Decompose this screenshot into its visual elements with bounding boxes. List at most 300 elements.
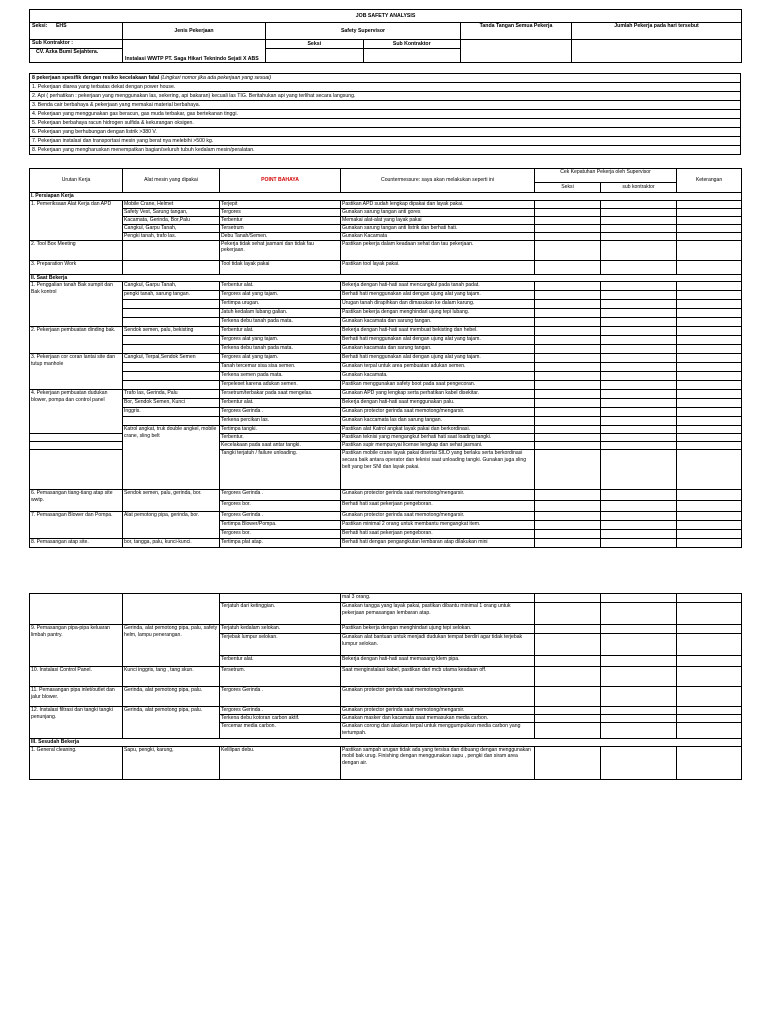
cek-sub-kontraktor-cell (601, 746, 677, 779)
point-bahaya-cell: Terbentur alat. (220, 327, 341, 336)
jsa-header-table (29, 9, 742, 63)
jenis-pekerjaan-value: Instalasi WWTP PT. Saga Hikari Teknindo Sejati X ABS (123, 40, 266, 63)
cek-sub-kontraktor-cell (601, 282, 677, 291)
cek-sub-kontraktor-cell (601, 260, 677, 274)
countermeasure-cell: Pastikan supir mempunyai license lengkap dan sehat jasmani. (341, 442, 535, 450)
keterangan-cell (677, 327, 742, 336)
header-cek-kepatuhan: Cek Kepatuhan Pekerja oleh Supervisor (535, 169, 677, 183)
cek-sub-kontraktor-cell (601, 426, 677, 434)
alat-cell (123, 417, 220, 426)
keterangan-cell (677, 450, 742, 490)
urutan-kerja-cell: 1. General cleaning. (30, 746, 123, 779)
keterangan-cell (677, 390, 742, 399)
urutan-kerja-cell: 11. Pemasangan pipa inlet/outlet dan jalur blower. (30, 687, 123, 707)
table-row (30, 594, 742, 603)
countermeasure-cell: Pastikan minimal 2 orang untuk membantu mengangkat item. (341, 521, 535, 530)
keterangan-cell (677, 232, 742, 240)
countermeasure-cell: Gunakan protector gerinda saat memotong/mengarsir. (341, 512, 535, 521)
point-bahaya-cell: Terjepit (220, 200, 341, 208)
cek-sub-kontraktor-cell (601, 232, 677, 240)
alat-cell (123, 345, 220, 354)
jenis-pekerjaan-label: Jenis Pekerjaan (123, 23, 266, 40)
point-bahaya-cell: Tergores alat yang tajam. (220, 336, 341, 345)
sub-kontraktor-label: Sub Kontraktor : (30, 40, 123, 49)
point-bahaya-cell: Terjatuh kedalam selokan. (220, 625, 341, 634)
point-bahaya-cell: Tergores bor. (220, 501, 341, 512)
cek-sub-kontraktor-cell (601, 408, 677, 417)
cek-sub-kontraktor-cell (601, 327, 677, 336)
keterangan-cell (677, 224, 742, 232)
alat-cell (123, 336, 220, 345)
point-bahaya-cell: Tertimpa plat atap. (220, 539, 341, 548)
cek-seksi-cell (535, 399, 601, 408)
keterangan-cell (677, 442, 742, 450)
cek-sub-kontraktor-cell (601, 594, 677, 603)
cek-sub-kontraktor-cell (601, 656, 677, 667)
header-keterangan: Keterangan (677, 169, 742, 193)
alat-cell: Cangkul, Terpal,Sendok Semen (123, 354, 220, 363)
table-row (30, 309, 742, 318)
countermeasure-cell: Gunakan sarung tangan anti listrik dan berhati hati. (341, 224, 535, 232)
cek-sub-kontraktor-cell (601, 240, 677, 260)
urutan-kerja-cell (30, 450, 123, 490)
countermeasure-cell: Bekerja dengan hati-hati saat memasang klem pipa. (341, 656, 535, 667)
table-row (30, 208, 742, 216)
table-row (30, 345, 742, 354)
table-row (30, 354, 742, 363)
cek-sub-kontraktor-cell (601, 291, 677, 300)
cek-seksi-cell (535, 318, 601, 327)
cek-seksi-cell (535, 224, 601, 232)
urutan-kerja-cell: 3. Preparation Work (30, 260, 123, 274)
cek-sub-kontraktor-cell (601, 318, 677, 327)
point-bahaya-cell: Terkena debu tanah pada mata. (220, 318, 341, 327)
point-bahaya-cell: Terbentur alat. (220, 656, 341, 667)
section-row (30, 739, 742, 747)
cek-sub-kontraktor-cell (601, 363, 677, 372)
jumlah-pekerja-label: Jumlah Pekerja pada hari tersebut (572, 23, 742, 40)
cek-seksi-cell (535, 200, 601, 208)
fatal-risk-item: 6. Pekerjaan yang berhubungan dengan listrik >380 V. (30, 128, 740, 137)
cek-sub-kontraktor-cell (601, 224, 677, 232)
cek-seksi-cell (535, 530, 601, 539)
alat-cell: Gerinda, alat pemotong pipa, palu. (123, 707, 220, 739)
table-row (30, 390, 742, 399)
countermeasure-cell: Saat menginstalasi kabel, pastikan dari mcb utama keadaan off. (341, 667, 535, 687)
alat-cell: Alat pemotong pipa, gerinda, bor. (123, 512, 220, 539)
countermeasure-cell: Gunakan masker dan kacamata saat memasukan media carbon. (341, 715, 535, 723)
keterangan-cell (677, 417, 742, 426)
cek-sub-kontraktor-cell (601, 707, 677, 715)
fatal-risk-list (29, 73, 741, 155)
point-bahaya-cell: Terkena semen pada mata. (220, 372, 341, 381)
alat-cell (123, 260, 220, 274)
point-bahaya-cell: Kecelakaan pada saat antar tangki. (220, 442, 341, 450)
supervisor-sub-columns (266, 40, 461, 49)
table-row (30, 200, 742, 208)
table-row (30, 667, 742, 687)
point-bahaya-cell: Tergores alat yang tajam. (220, 291, 341, 300)
keterangan-cell (677, 634, 742, 656)
keterangan-cell (677, 530, 742, 539)
countermeasure-cell: Pastikan tool layak pakai. (341, 260, 535, 274)
keterangan-cell (677, 363, 742, 372)
table-row (30, 216, 742, 224)
keterangan-cell (677, 707, 742, 715)
table-row (30, 327, 742, 336)
point-bahaya-cell: Tertimpa Blower/Pompa. (220, 521, 341, 530)
header-sub-kontraktor: sub kontraktor (601, 183, 677, 193)
cek-seksi-cell (535, 687, 601, 707)
sub-kontraktor-column-label: Sub Kontraktor (392, 41, 431, 47)
alat-cell: pengki tanah, sarung tangan. (123, 291, 220, 300)
fatal-risk-item: 5. Pekerjaan berbahaya racun hidrogen sulfida & kekurangan oksigen. (30, 119, 740, 128)
keterangan-cell (677, 521, 742, 530)
urutan-kerja-cell: 1. Penggalian tanah Bak sumpit dan Bak kontrol (30, 282, 123, 327)
keterangan-cell (677, 216, 742, 224)
countermeasure-cell: Gunakan protector gerinda saat memotong/mengarsir. (341, 687, 535, 707)
table-row (30, 240, 742, 260)
countermeasure-cell: Memakai alat-alat yang layak pakai (341, 216, 535, 224)
point-bahaya-cell: Tercemar media carbon. (220, 723, 341, 739)
keterangan-cell (677, 434, 742, 442)
alat-cell (123, 300, 220, 309)
countermeasure-cell: Berhati hati saat pekerjaan pengeboran. (341, 501, 535, 512)
cek-sub-kontraktor-cell (601, 390, 677, 399)
cek-seksi-cell (535, 656, 601, 667)
point-bahaya-cell (220, 594, 341, 603)
countermeasure-cell: Berhati hati menggunakan alat dengan ujung alat yang tajam. (341, 336, 535, 345)
countermeasure-cell: Gunakan terpal untuk area pembuatan adukan semen. (341, 363, 535, 372)
cek-sub-kontraktor-cell (601, 450, 677, 490)
alat-cell (123, 381, 220, 390)
cek-seksi-cell (535, 417, 601, 426)
table-row (30, 408, 742, 417)
point-bahaya-cell: Tool tidak layak pakai (220, 260, 341, 274)
table-row (30, 291, 742, 300)
keterangan-cell (677, 200, 742, 208)
countermeasure-cell: Pastikan teknisi yang mengangkut berhati hati saat loading tangki. (341, 434, 535, 442)
alat-cell: Inggris. (123, 408, 220, 417)
section-row (30, 274, 742, 282)
cek-seksi-cell (535, 282, 601, 291)
signature-box (461, 40, 572, 63)
keterangan-cell (677, 426, 742, 434)
point-bahaya-cell: Terbentur alat. (220, 282, 341, 291)
countermeasure-cell: Pastikan alat Katrol angkat layak pakai dan berkordinasi. (341, 426, 535, 434)
point-bahaya-cell: Terbentur. (220, 434, 341, 442)
cek-sub-kontraktor-cell (601, 417, 677, 426)
alat-cell: Pengki tanah, trafo las. (123, 232, 220, 240)
keterangan-cell (677, 381, 742, 390)
cek-sub-kontraktor-cell (601, 434, 677, 442)
cek-sub-kontraktor-cell (601, 512, 677, 521)
cek-sub-kontraktor-cell (601, 521, 677, 530)
cek-seksi-cell (535, 216, 601, 224)
cek-sub-kontraktor-cell (601, 667, 677, 687)
cek-seksi-cell (535, 300, 601, 309)
keterangan-cell (677, 208, 742, 216)
supervisor-sign-boxes (266, 49, 461, 63)
cek-sub-kontraktor-cell (601, 216, 677, 224)
alat-cell (123, 240, 220, 260)
alat-cell: Cangkul, Garpu Tanah, (123, 224, 220, 232)
keterangan-cell (677, 240, 742, 260)
cek-seksi-cell (535, 381, 601, 390)
fatal-risk-item: 1. Pekerjaan diarea yang terbatas dekat dengan power house. (30, 83, 740, 92)
seksi-cell: Seksi: EHS (30, 23, 123, 40)
table-row (30, 336, 742, 345)
countermeasure-cell: Gunakan protector gerinda saat memotong/mengarsir. (341, 408, 535, 417)
keterangan-cell (677, 354, 742, 363)
countermeasure-cell: Bekerja dengan hati-hati saat mencangkul pada tanah padat. (341, 282, 535, 291)
point-bahaya-cell: Tertimpa tangki. (220, 426, 341, 434)
table-row (30, 260, 742, 274)
cek-sub-kontraktor-cell (601, 530, 677, 539)
fatal-risk-item: 4. Pekerjaan yang menggunakan gas beracun, gas muda terbakar, gas bertekanan tinggi. (30, 110, 740, 119)
seksi-column-label: Seksi (266, 40, 364, 48)
point-bahaya-cell: Tergores Gerinda . (220, 408, 341, 417)
keterangan-cell (677, 594, 742, 603)
point-bahaya-cell: Tergores Gerinda . (220, 490, 341, 501)
alat-cell (123, 318, 220, 327)
keterangan-cell (677, 723, 742, 739)
keterangan-cell (677, 667, 742, 687)
cek-sub-kontraktor-cell (601, 687, 677, 707)
table-row (30, 282, 742, 291)
cek-sub-kontraktor-cell (601, 336, 677, 345)
section-label: III. Sesudah Bekerja (30, 739, 742, 747)
countermeasure-cell: Pastikan menggunakan safety boot pada saat pengecoran. (341, 381, 535, 390)
cek-seksi-cell (535, 594, 601, 603)
alat-cell: Sendok semen, palu, bekisting (123, 327, 220, 336)
point-bahaya-cell: Terkena debu tanah pada mata. (220, 345, 341, 354)
alat-cell: Gerinda, alat pemotong pipa, palu, safety helm, lampu penerangan. (123, 625, 220, 667)
cek-seksi-cell (535, 634, 601, 656)
countermeasure-cell: Gunakan protector gerinda saat memotong/mengarsir. (341, 707, 535, 715)
cek-seksi-cell (535, 240, 601, 260)
table-row (30, 300, 742, 309)
countermeasure-cell: mal 3 orang. (341, 594, 535, 603)
keterangan-cell (677, 282, 742, 291)
keterangan-cell (677, 656, 742, 667)
keterangan-cell (677, 408, 742, 417)
header-point-bahaya: POINT BAHAYA (220, 169, 341, 193)
keterangan-cell (677, 336, 742, 345)
point-bahaya-cell: Terpeleset karena adukan semen. (220, 381, 341, 390)
cek-sub-kontraktor-cell (601, 490, 677, 501)
keterangan-cell (677, 309, 742, 318)
cek-seksi-cell (535, 501, 601, 512)
table-row (30, 746, 742, 779)
point-bahaya-cell: Terjatuh dari ketinggian. (220, 603, 341, 625)
countermeasure-cell: Berhati hati menggunakan alat dengan ujung alat yang tajam. (341, 354, 535, 363)
cek-sub-kontraktor-cell (601, 715, 677, 723)
countermeasure-cell: Gunakan Kacamata (341, 232, 535, 240)
urutan-kerja-cell: 8. Pemasangan atap site. (30, 539, 123, 548)
keterangan-cell (677, 715, 742, 723)
keterangan-cell (677, 345, 742, 354)
keterangan-cell (677, 300, 742, 309)
cek-seksi-cell (535, 291, 601, 300)
keterangan-cell (677, 687, 742, 707)
countermeasure-cell: Gunakan corong dan alaskan terpal untuk menggumpulkan media carbon yang tertumpah. (341, 723, 535, 739)
alat-cell: bor, tangga, palu, kunci-kunci. (123, 539, 220, 548)
table-row (30, 318, 742, 327)
point-bahaya-cell: Tergores alat yang tajam. (220, 354, 341, 363)
countermeasure-cell: Gunakan alat bantuan untuk menjadi dudukan tempat berdiri agar tidak terjebak lumpur selokan. (341, 634, 535, 656)
urutan-kerja-cell: 10. Instalasi Control Panel. (30, 667, 123, 687)
section-label: II. Saat Bekerja (30, 274, 742, 282)
countermeasure-cell: Gunakan kacamata dan sarung tangan. (341, 318, 535, 327)
countermeasure-cell: Urugan tanah dirapihkan dan dimasukan ke dalam karung. (341, 300, 535, 309)
cek-seksi-cell (535, 309, 601, 318)
cek-sub-kontraktor-cell (601, 625, 677, 634)
point-bahaya-cell: Tertimpa urugan. (220, 300, 341, 309)
header-urutan-kerja: Urutan Kerja (30, 169, 123, 193)
cek-seksi-cell (535, 363, 601, 372)
countermeasure-cell: Gunakan tangga yang layak pakai, pastikan dibantu minimal 1 orang untuk pekerjaan pemasangan lembaran atap. (341, 603, 535, 625)
urutan-kerja-cell: 1. Pemeriksaan Alat Kerja dan APD (30, 200, 123, 240)
keterangan-cell (677, 399, 742, 408)
urutan-kerja-cell: 4. Pekerjaan pembuatan dudukan blower, pompa dan control panel (30, 390, 123, 434)
cek-sub-kontraktor-cell (601, 399, 677, 408)
countermeasure-cell: Bekerja dengan hati-hati saat menggunakan palu. (341, 399, 535, 408)
point-bahaya-cell: Tergores Gerinda . (220, 512, 341, 521)
cek-seksi-cell (535, 390, 601, 399)
urutan-kerja-cell: 6. Pemasangan tiang-tiang atap site wwtp. (30, 490, 123, 512)
section-row (30, 193, 742, 201)
table-row (30, 426, 742, 434)
table-row (30, 490, 742, 501)
header-alat: Alat mesin yang dipakai (123, 169, 220, 193)
fatal-risk-item: 7. Pekerjaan instalasi dan transportasi mesin yang berat nya melebihi >500 kg. (30, 137, 740, 146)
cek-seksi-cell (535, 715, 601, 723)
countermeasure-cell: Berhati hati dengan pengangkutan lembaran atap dilakukan mini (341, 539, 535, 548)
cek-seksi-cell (535, 490, 601, 501)
keterangan-cell (677, 512, 742, 521)
countermeasure-cell: Gunakan kaccamata las dan sarung tangan. (341, 417, 535, 426)
keterangan-cell (677, 746, 742, 779)
cek-seksi-cell (535, 723, 601, 739)
urutan-kerja-cell: 2. Pekerjaan pembuatan dinding bak. (30, 327, 123, 354)
point-bahaya-cell: Terkena debu kotoran carbon aktif. (220, 715, 341, 723)
keterangan-cell (677, 501, 742, 512)
point-bahaya-cell: Tanah tercemar sisa sisa semen. (220, 363, 341, 372)
keterangan-cell (677, 490, 742, 501)
countermeasure-cell: Berhati hati menggunakan alat dengan ujung alat yang tajam. (341, 291, 535, 300)
point-bahaya-cell: Jatuh kedalam lubang galian. (220, 309, 341, 318)
alat-cell: Kunci inggris, tang , tang skun. (123, 667, 220, 687)
fatal-risk-item: 3. Benda cair berbahaya & pekerjaan yang memakai material berbahaya. (30, 101, 740, 110)
cek-sub-kontraktor-cell (601, 603, 677, 625)
countermeasure-cell: Gunakan kacamata. (341, 372, 535, 381)
countermeasure-cell: Pastikan APD sudah lengkap dipakai dan layak pakai. (341, 200, 535, 208)
urutan-kerja-cell: 3. Pekerjaan cor coran lantai site dan tutup manhole (30, 354, 123, 390)
table-row (30, 372, 742, 381)
table-row (30, 625, 742, 634)
point-bahaya-cell: Pekerja tidak sehat jasmani dan tidak fau pekerjaan. (220, 240, 341, 260)
cek-seksi-cell (535, 521, 601, 530)
fatal-risk-item: 2. Api ( perhatikan : pekerjaan yang menggunakan las, sekering, api bakaran) kecuali las TIG. Beritahukan api yang terlihat secara langsung. (30, 92, 740, 101)
section-label: I. Persiapan Kerja (30, 193, 742, 201)
cek-seksi-cell (535, 667, 601, 687)
table-row (30, 363, 742, 372)
cek-seksi-cell (535, 372, 601, 381)
cek-sub-kontraktor-cell (601, 309, 677, 318)
alat-cell: Cangkul, Garpu Tanah, (123, 282, 220, 291)
cek-sub-kontraktor-cell (601, 345, 677, 354)
cek-seksi-cell (535, 707, 601, 715)
cek-seksi-cell (535, 512, 601, 521)
urutan-kerja-cell: 9. Pemasangan pipa-pipa keluaran limbah pantry. (30, 625, 123, 667)
cek-seksi-cell (535, 345, 601, 354)
urutan-kerja-cell: 7. Pemasangan Blower dan Pompa. (30, 512, 123, 539)
keterangan-cell (677, 539, 742, 548)
point-bahaya-cell: Tangki terjatuh / failure unloading. (220, 450, 341, 490)
cek-sub-kontraktor-cell (601, 539, 677, 548)
point-bahaya-cell: Tersetrum (220, 224, 341, 232)
cek-seksi-cell (535, 426, 601, 434)
countermeasure-cell: Pastikan mobile crane layak pakai disertai SILO yang berlaku serta berkordinasi secara baik antara operator dan teknisi saat unloading tangki. Gunakan juga sling belt yang ber SNI dan layak pakai. (341, 450, 535, 490)
header-seksi: Seksi (535, 183, 601, 193)
alat-cell (123, 372, 220, 381)
fatal-risk-item: 8. Pekerjaan yang mengharuskan menempatkan bagian/seluruh tubuh kedalam mesin/peralatan. (32, 147, 255, 153)
urutan-kerja-cell: 12. Instalasi filtrasi dan tangki tangki penunjang. (30, 707, 123, 739)
cek-sub-kontraktor-cell (601, 372, 677, 381)
alat-cell: Sendok semen, palu, gerinda, bor. (123, 490, 220, 512)
countermeasure-cell: Pastikan pekerja dalam keadaan sehat dan tau pekerjaan. (341, 240, 535, 260)
point-bahaya-cell: Terbentur alat. (220, 399, 341, 408)
cek-seksi-cell (535, 354, 601, 363)
keterangan-cell (677, 372, 742, 381)
cek-sub-kontraktor-cell (601, 300, 677, 309)
header-countermeasure: Countermessure: saya akan melakukan seperti ini (341, 169, 535, 193)
keterangan-cell (677, 603, 742, 625)
cek-seksi-cell (535, 327, 601, 336)
point-bahaya-cell: Tersetrum/terbakar pada saat mengelas. (220, 390, 341, 399)
fatal-risk-title: 8 pekerjaan spesifik dengan resiko kecelakaan fatal (Lingkari nomor jika ada pekerjaan yang sesuai) (30, 74, 740, 83)
cek-seksi-cell (535, 450, 601, 490)
jsa-main-table (29, 168, 742, 548)
point-bahaya-cell: Tergores Gerinda . (220, 707, 341, 715)
countermeasure-cell: Berhati hati saat pekerjaan pengeboran. (341, 530, 535, 539)
countermeasure-cell: Pastikan bekerja dengan menghindari ujung tepi lubang. (341, 309, 535, 318)
point-bahaya-cell: Tersetrum. (220, 667, 341, 687)
countermeasure-cell: Gunakan APD yang lengkap serta perhatikan kabel disekitar. (341, 390, 535, 399)
alat-cell: Bor, Sendok Semen, Kunci (123, 399, 220, 408)
alat-cell: Mobile Crane, Helmet (123, 200, 220, 208)
alat-cell (123, 594, 220, 625)
cek-sub-kontraktor-cell (601, 442, 677, 450)
cek-seksi-cell (535, 408, 601, 417)
cek-sub-kontraktor-cell (601, 200, 677, 208)
point-bahaya-cell: Kelilipan debu. (220, 746, 341, 779)
cek-seksi-cell (535, 603, 601, 625)
alat-cell: Katrol angkat, truk double angkel, mobile crane, sling belt (123, 426, 220, 490)
cek-sub-kontraktor-cell (601, 723, 677, 739)
keterangan-cell (677, 625, 742, 634)
urutan-kerja-cell (30, 434, 123, 442)
alat-cell: Safety Vest, Sarung tangan, (123, 208, 220, 216)
cek-seksi-cell (535, 336, 601, 345)
cek-seksi-cell (535, 442, 601, 450)
countermeasure-cell: Bekerja dengan hati-hati saat membuat bekisting dan hebel. (341, 327, 535, 336)
urutan-kerja-cell (30, 442, 123, 450)
point-bahaya-cell: Terkena percikan las. (220, 417, 341, 426)
table-row (30, 539, 742, 548)
alat-cell (123, 363, 220, 372)
